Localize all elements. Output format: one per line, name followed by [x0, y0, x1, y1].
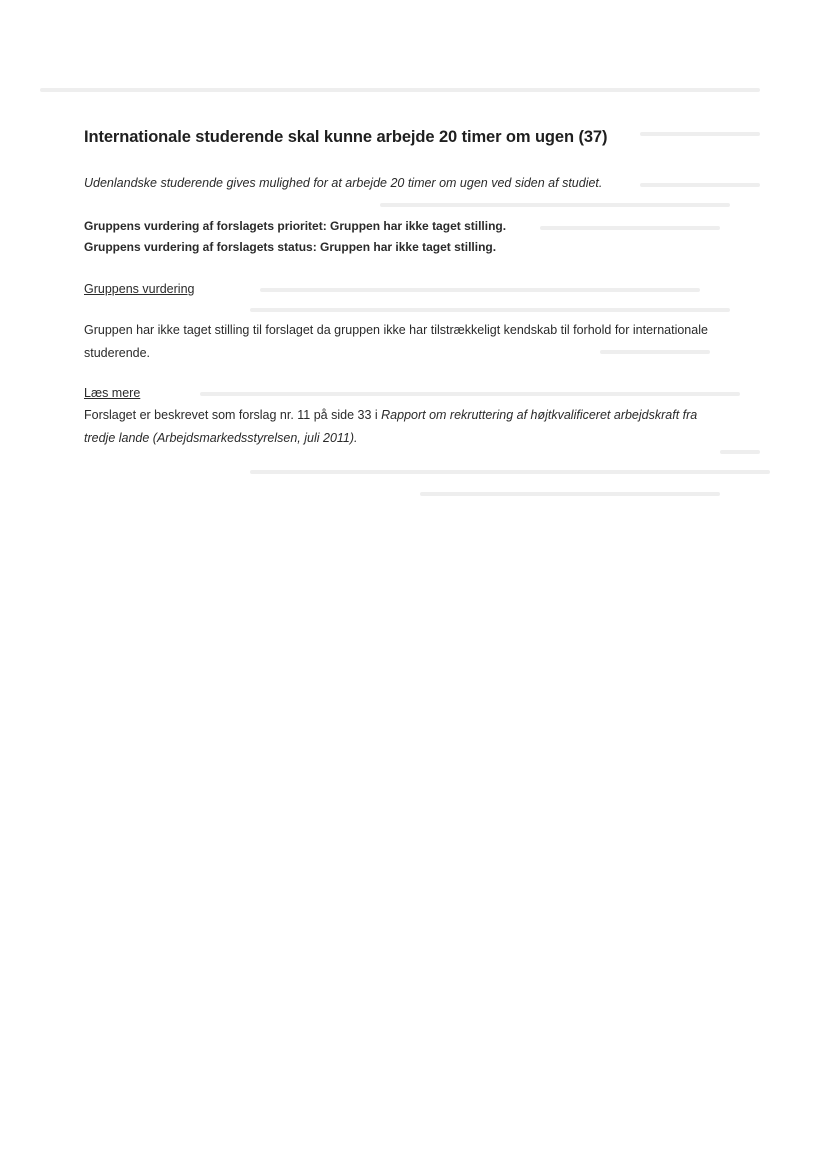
bleed-through-mark [720, 450, 760, 454]
bleed-through-mark [420, 492, 720, 496]
read-more-paragraph [84, 404, 724, 450]
proposal-summary: Udenlandske studerende gives mulighed for at arbejde 20 timer om ugen ved siden af studiet. [84, 176, 603, 190]
bleed-through-mark [640, 183, 760, 187]
report-reference: Rapport om rekruttering af højtkvalificeret arbejdskraft fra tredje lande (Arbejdsmarkedsstyrelsen, juli 2011). [84, 408, 698, 445]
page-title: Internationale studerende skal kunne arbejde 20 timer om ugen (37) [84, 128, 608, 146]
assessment-paragraph: Gruppen har ikke taget stilling til forslaget da gruppen ikke har tilstrækkeligt kendskab til forhold for internationale studerende. [84, 323, 708, 360]
bleed-through-mark [250, 308, 730, 312]
section-heading-read-more: Læs mere [84, 386, 141, 400]
bleed-through-mark [380, 203, 730, 207]
bleed-through-mark [200, 392, 740, 396]
bleed-through-mark [250, 470, 770, 474]
bleed-through-mark [540, 226, 720, 230]
section-heading-assessment: Gruppens vurdering [84, 282, 195, 296]
read-more-text: Forslaget er beskrevet som forslag nr. 11 på side 33 i [84, 408, 382, 422]
bleed-through-mark [260, 288, 700, 292]
bleed-through-mark [40, 88, 760, 92]
status-assessment: Gruppens vurdering af forslagets status: Gruppen har ikke taget stilling. [84, 240, 497, 254]
priority-assessment: Gruppens vurdering af forslagets prioritet: Gruppen har ikke taget stilling. [84, 219, 507, 233]
bleed-through-mark [640, 132, 760, 136]
